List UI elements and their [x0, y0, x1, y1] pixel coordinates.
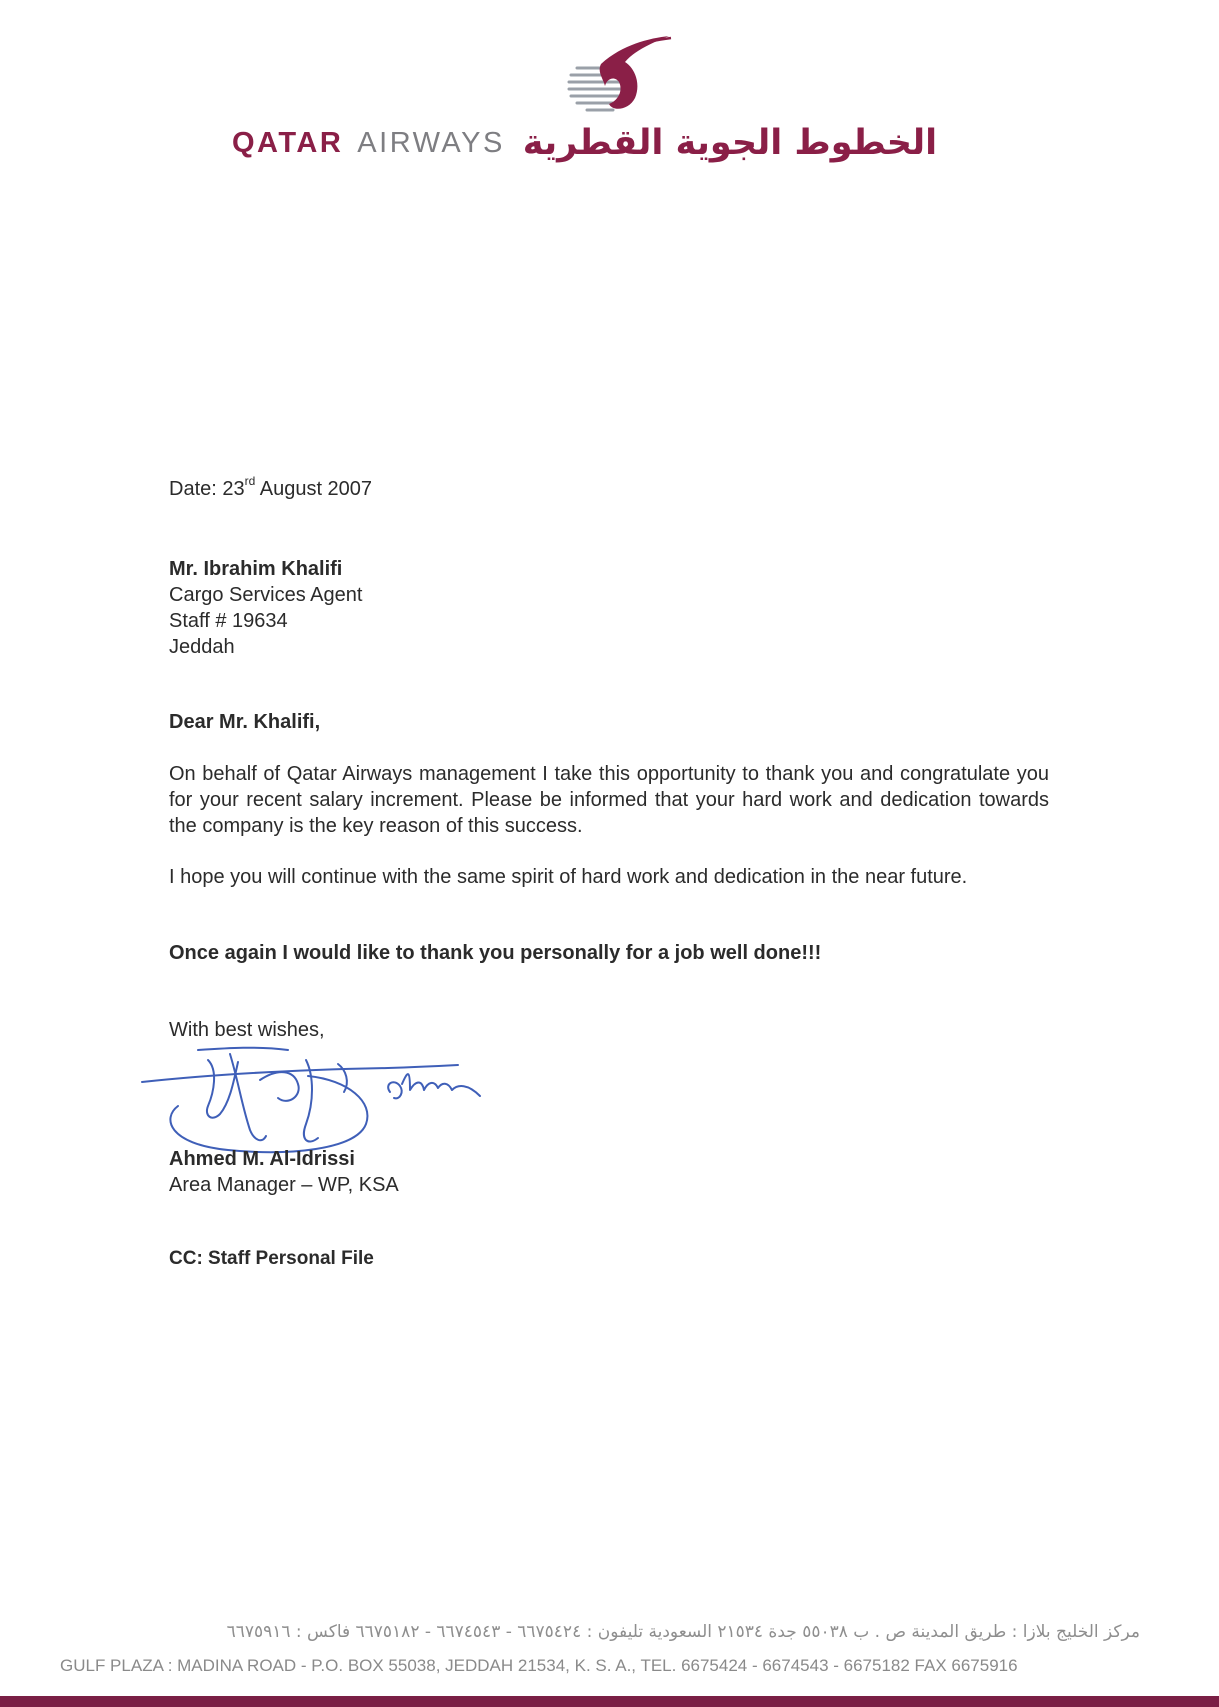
- brand-name-bold: QATAR: [232, 126, 344, 159]
- footer-english-address: GULF PLAZA : MADINA ROAD - P.O. BOX 55038, JEDDAH 21534, K. S. A., TEL. 6675424 - 6674543 - 6675182 FAX 6675916: [60, 1656, 1018, 1675]
- oryx-icon: [563, 34, 673, 120]
- recipient-block: [169, 556, 1049, 660]
- signer-title: Area Manager – WP, KSA: [169, 1174, 399, 1196]
- recipient-name: Mr. Ibrahim Khalifi: [169, 558, 343, 580]
- letterhead-brand: [232, 118, 937, 168]
- signer-name: Ahmed M. Al-Idrissi: [169, 1148, 355, 1170]
- salutation: Dear Mr. Khalifi,: [169, 711, 321, 733]
- recipient-location: Jeddah: [169, 636, 235, 658]
- date-suffix: August 2007: [255, 478, 373, 500]
- cc-line: CC: Staff Personal File: [169, 1248, 374, 1269]
- date-ordinal: rd: [244, 474, 256, 489]
- closing: With best wishes,: [169, 1019, 325, 1041]
- recipient-title: Cargo Services Agent: [169, 584, 363, 606]
- letter-date: [169, 476, 1049, 502]
- footer-arabic-address: مركز الخليج بلازا : طريق المدينة ص . ب ٥٥٠٣٨ جدة ٢١٥٣٤ السعودية تليفون : ٦٦٧٥٤٢٤ - ٦٦٧٤٥٤٣ - ٦٦٧٥١٨٢ فاكس : ٦٦٧٥٩١٦: [226, 1622, 1140, 1642]
- brand-name-light: AIRWAYS: [357, 126, 505, 159]
- recipient-staff-number: Staff # 19634: [169, 610, 288, 632]
- handwritten-signature: [138, 1040, 538, 1158]
- signer-block: [169, 1146, 1049, 1198]
- date-prefix: Date: 23: [169, 478, 245, 500]
- brand-name-arabic: الخطوط الجوية القطرية: [522, 123, 938, 163]
- body-paragraph-3: Once again I would like to thank you personally for a job well done!!!: [169, 942, 822, 964]
- body-paragraph-1: On behalf of Qatar Airways management I take this opportunity to thank you and congratulate you for your recent salary increment. Please be informed that your hard work and dedication towards the company is the key reason of this success.: [169, 763, 1049, 837]
- footer-bar: [0, 1696, 1219, 1707]
- body-paragraph-2: I hope you will continue with the same spirit of hard work and dedication in the near future.: [169, 866, 968, 888]
